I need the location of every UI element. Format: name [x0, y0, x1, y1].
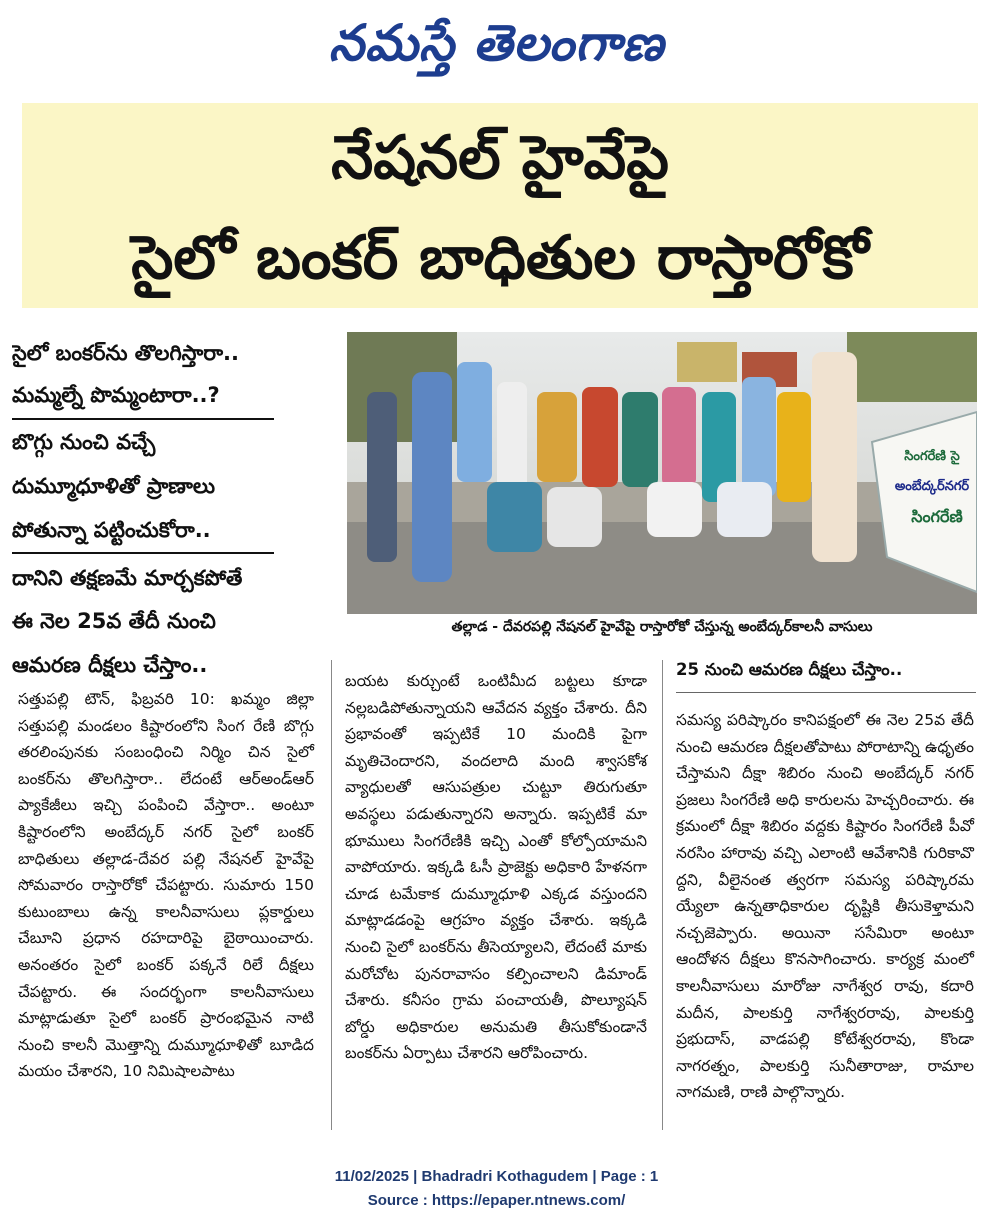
article-column-3: సమస్య పరిష్కారం కానిపక్షంలో ఈ నెల 25వ తేదీ నుంచి ఆమరణ దీక్షలతోపాటు పోరాటాన్ని ఉధృతం చేస్తామని దీక్షా శిబిరం నుంచి అంబేద్కర్ నగర్ ప్రజలు సింగరేణి అధి కారులను హెచ్చరించారు. ఈ క్రమంలో దీక్షా శిబిరం వద్దకు కిష్టారం సింగరేణి పీవో నరసిం హారావు వచ్చి ఎలాంటి ఆవేశానికి గురికావొ ద్దని, వీలైనంత త్వరగా సమస్య పరిష్కారమ య్యేలా ఉన్నతాధికారుల దృష్టికి తీసుకెళ్తామని నచ్చజెప్పారు. అయినా ససేమిరా అంటూ ఆందోళన దీక్షలు కొనసాగించారు. కార్యక్ర మంలో కాలనీవాసులు మారోజు నాగేశ్వర రావు, కదారి మదీన, పాలకుర్తి నాగేశ్వరరావు, పాలకుర్తి ప్రభుదాస్, వాడపల్లి కోటేశ్వరరావు, కొండా నాగరత్నం, పాలకుర్తి సునీతారాజు, రామాల నాగమణి, రాణి పాల్గొన్నారు.: [676, 711, 974, 1102]
kicker-1: సైలో బంకర్‌ను తొలగిస్తారా..: [12, 341, 239, 365]
kicker-8: ఆమరణ దీక్షలు చేస్తాం..: [12, 653, 208, 677]
kicker-2: మమ్మల్నే పొమ్మంటారా..?: [12, 383, 220, 407]
article-column-2: బయట కుర్చుంటే ఒంటిమీద బట్టలు కూడా నల్లబడిపోతున్నాయని ఆవేదన వ్యక్తం చేశారు. దీని ప్రభావంతో ఇప్పటికే 10 మందికి పైగా మృతిచెందారని, వందలాది మంది శ్వాసకోశ వ్యాధులతో ఆసుపత్రుల చుట్టూ తిరుగుతూ అవస్థలు పడుతున్నారని అన్నారు. ఇప్పటికే మా భూములు సింగరేణికి ఇచ్చి ఎంతో కోల్పోయామని వాపోయారు. ఇక్కడి ఓసీ ప్రాజెక్టు అధికారి హేళనగా చూడ టమేకాక దుమ్మూధూళి ఎక్కడ వస్తుందని మాట్లాడడంపై ఆగ్రహం వ్యక్తం చేశారు. ఇక్కడి నుంచి సైలో బంకర్‌ను తీసెయ్యాలని, లేదంటే మాకు మరోచోట పునరావాసం కల్పించాలని డిమాండ్ చేశారు. కనీసం గ్రామ పంచాయతీ, పొల్యూషన్ బోర్డు అధికారుల అనుమతి తీసుకోకుండానే బంకర్‌ను ఏర్పాటు చేశారని ఆరోపించారు.: [345, 672, 647, 1063]
kicker-6: దానిని తక్షణమే మార్చకపోతే: [12, 566, 243, 590]
column-divider: [331, 660, 332, 1130]
kicker-4: దుమ్మూధూళితో ప్రాణాలు: [12, 474, 216, 498]
banner-text-3: సింగరేణి: [911, 507, 963, 526]
article-subhead: 25 నుంచి ఆమరణ దీక్షలు చేస్తాం..: [676, 660, 903, 679]
footer-source: Source : https://epaper.ntnews.com/: [367, 1192, 626, 1209]
subhead-divider: [676, 692, 976, 693]
headline-line-1: నేషనల్ హైవేపై: [331, 123, 669, 193]
photo-caption: తల్లాడ - దేవరపల్లి నేషనల్ హైవేపై రాస్తారోకో చేస్తున్న అంబేద్కర్‌కాలనీ వాసులు: [451, 619, 873, 635]
kicker-5: పోతున్నా పట్టించుకోరా..: [12, 518, 211, 542]
kicker-3: బొగ్గు నుంచి వచ్చే: [12, 430, 156, 454]
news-photo: [347, 332, 977, 614]
masthead-title: నమస్తే తెలంగాణ: [328, 13, 665, 72]
column-divider: [662, 660, 663, 1130]
article-column-1: సత్తుపల్లి టౌన్, ఫిబ్రవరి 10: ఖమ్మం జిల్లా సత్తుపల్లి మండలం కిష్టారంలోని సింగ రేణి బొగ్గు తరలింపునకు సంబంధించి నిర్మిం చిన సైలో బంకర్‌ను తొలగిస్తారా.. లేదంటే ఆర్‌అండ్‌ఆర్ ప్యాకేజీలు ఇచ్చి పంపించి వేస్తారా.. అంటూ కిష్టారంలోని అంబేద్కర్ నగర్ సైలో బంకర్ బాధితులు తల్లాడ-దేవర పల్లి నేషనల్ హైవేపై సోమవారం రాస్తారోకో చేపట్టారు. సుమారు 150 కుటుంబాలు ఉన్న కాలనీవాసులు ప్లకార్డులు చేబూని ప్రధాన రహదారిపై బైఠాయించారు. అనంతరం సైలో బంకర్ పక్కనే రిలే దీక్షలు చేపట్టారు. ఈ సందర్భంగా కాలనీవాసులు మాట్లాడుతూ సైలో బంకర్ ప్రారంభమైన నాటి నుంచి కాలనీ మొత్తాన్ని దుమ్మూధూళితో బూడిద మయం చేశారని, 10 నిమిషాలపాటు: [18, 690, 314, 1081]
footer-dateline: 11/02/2025 | Bhadradri Kothagudem | Page : 1: [334, 1168, 659, 1185]
banner-text-2: అంబేద్కర్‌నగర్: [894, 479, 970, 494]
kicker-divider: [12, 552, 274, 554]
kicker-7: ఈ నెల 25వ తేదీ నుంచి: [12, 609, 216, 633]
banner-text-1: సింగరేణి సై: [904, 449, 960, 464]
headline-line-2: సైలో బంకర్ బాధితుల రాస్తారోకో: [131, 223, 869, 293]
